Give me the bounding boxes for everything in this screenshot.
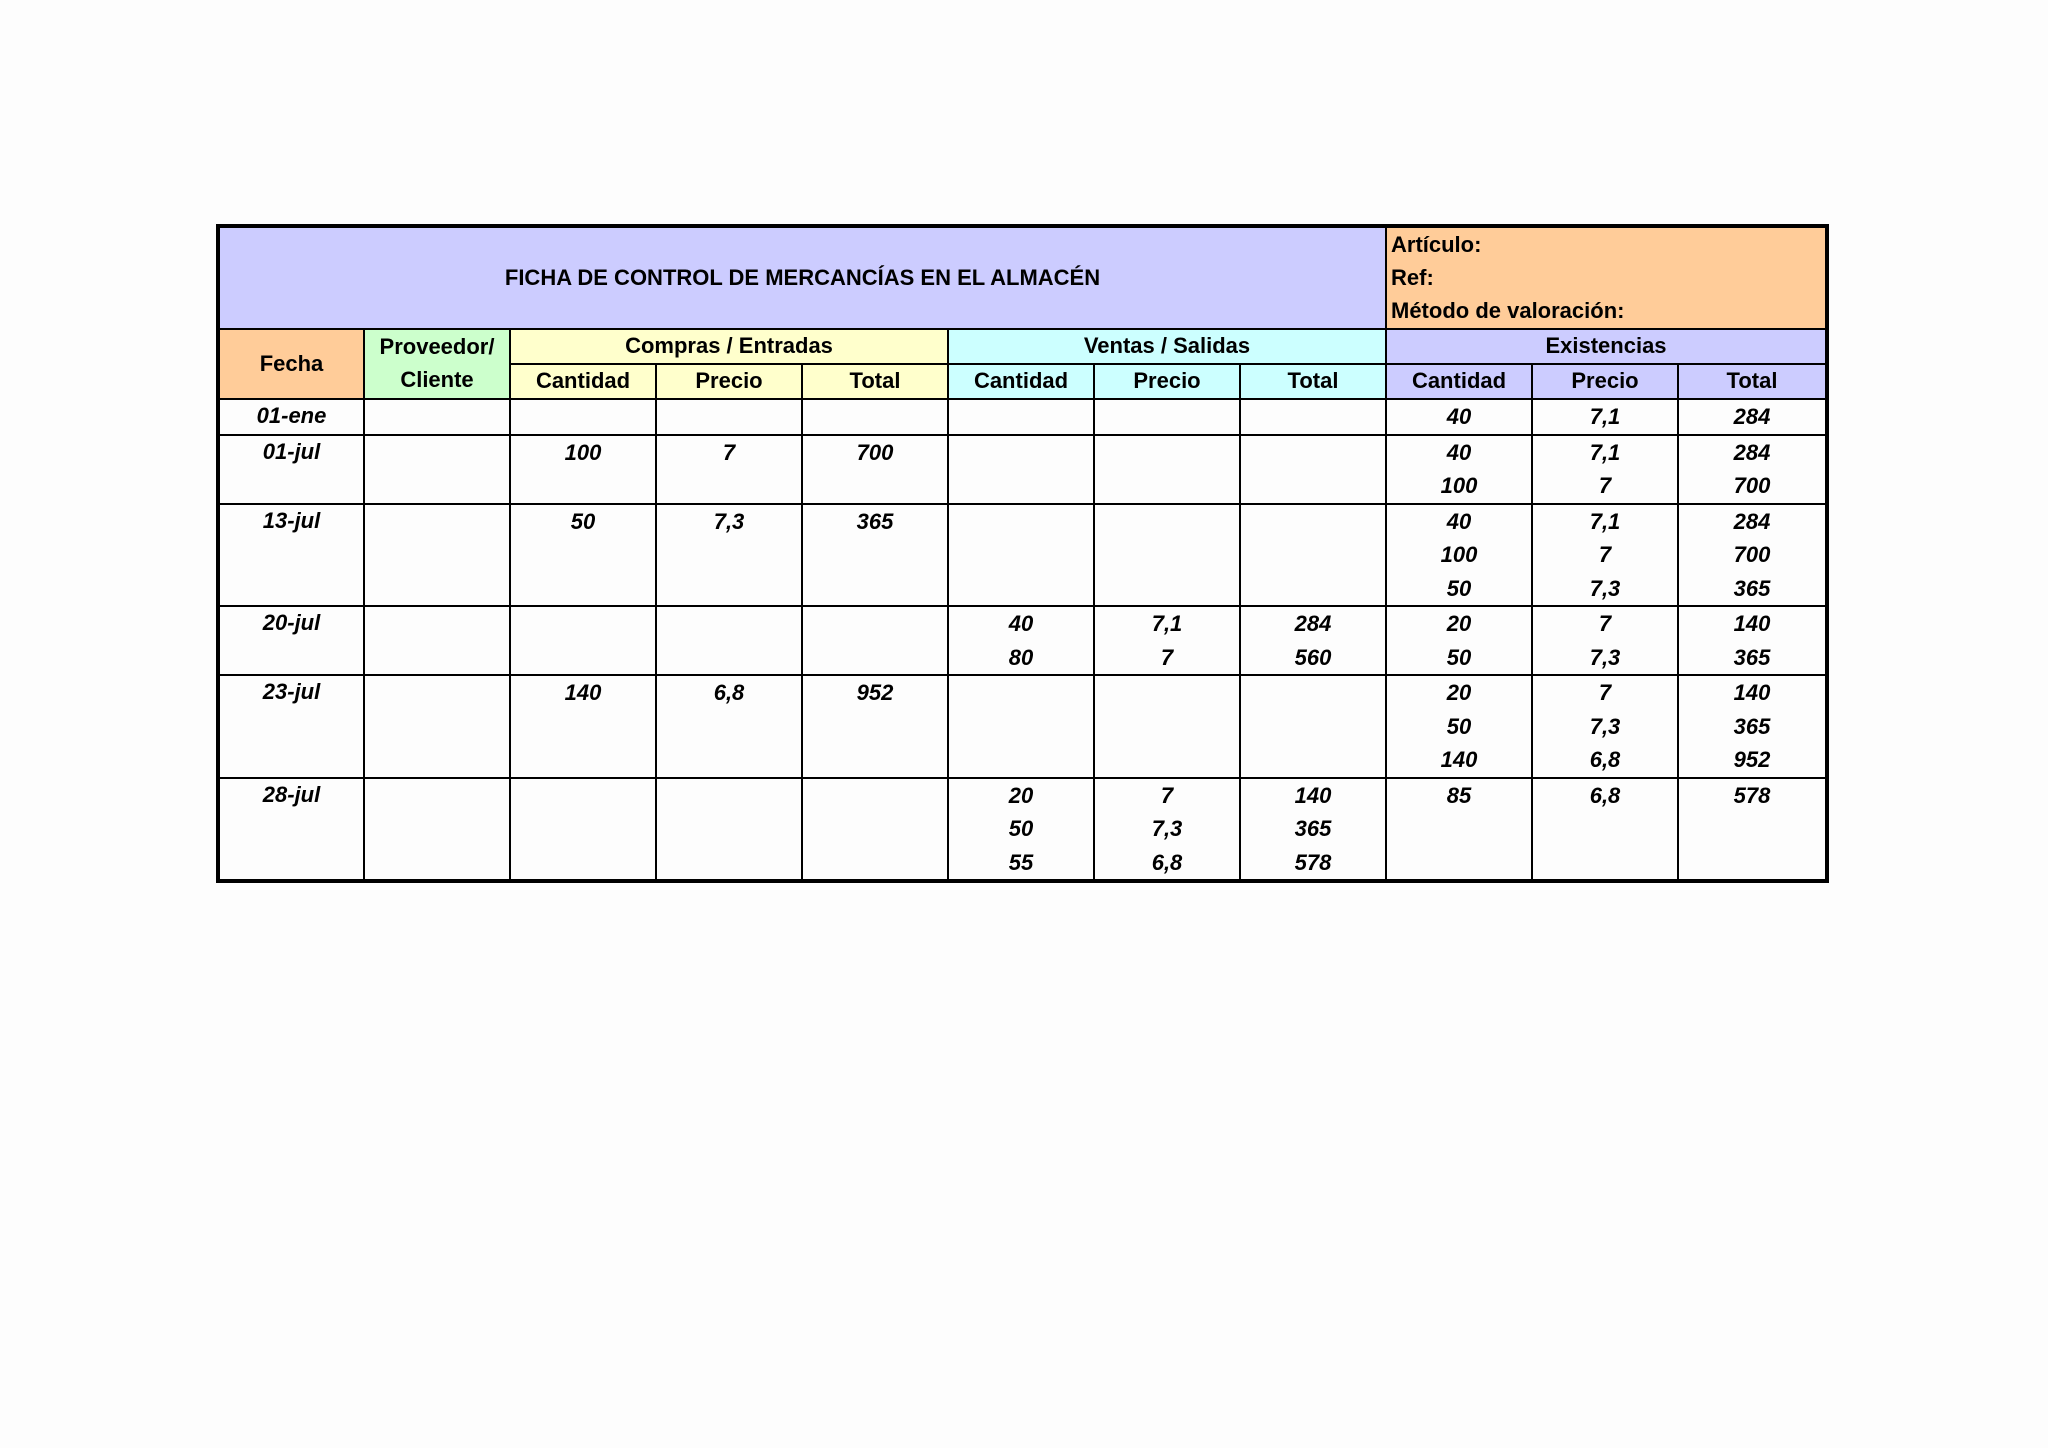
cell-compras-total <box>802 606 948 675</box>
row-date: 01-jul <box>218 435 364 504</box>
cell-value: 7,1 <box>1589 508 1621 534</box>
cell-value: 952 <box>856 680 894 705</box>
cell-value: 50 <box>570 508 596 534</box>
cell-value: 6,8 <box>1589 782 1621 808</box>
cell-ventas-total <box>1240 606 1386 675</box>
cell-value: 100 <box>564 439 602 465</box>
cell-compras-total <box>802 435 948 504</box>
cell-existencias-cantidad <box>1386 778 1532 882</box>
ref-label: Ref: <box>1391 265 1434 290</box>
cell-compras-total <box>802 675 948 778</box>
cell-existencias-total <box>1678 399 1827 435</box>
row-supplier-client <box>364 399 510 435</box>
cell-value: 50 <box>1446 575 1472 601</box>
row-supplier-client <box>364 778 510 882</box>
row-supplier-client <box>364 504 510 607</box>
cell-compras-precio <box>656 504 802 607</box>
header-existencias: Existencias <box>1386 329 1827 364</box>
header-fecha: Fecha <box>218 329 364 399</box>
cell-value: 365 <box>856 508 894 534</box>
cell-value: 7,3 <box>713 508 745 534</box>
cell-value: 700 <box>1733 473 1771 498</box>
cell-value: 7 <box>1598 680 1612 705</box>
cell-value: 7 <box>1598 542 1612 567</box>
cell-ventas-precio <box>1094 606 1240 675</box>
table-row <box>218 778 1827 882</box>
cell-value: 40 <box>1446 508 1472 534</box>
header-compras-precio: Precio <box>656 364 802 399</box>
cell-existencias-cantidad <box>1386 675 1532 778</box>
cell-ventas-cantidad <box>948 399 1094 435</box>
item-info-box <box>1386 226 1827 329</box>
header-ventas: Ventas / Salidas <box>948 329 1386 364</box>
cell-ventas-total <box>1240 435 1386 504</box>
cell-compras-total <box>802 778 948 882</box>
cell-compras-precio <box>656 399 802 435</box>
header-existencias-total: Total <box>1678 364 1827 399</box>
row-supplier-client <box>364 435 510 504</box>
stock-control-card <box>216 224 1829 883</box>
cell-value: 50 <box>1446 644 1472 670</box>
cell-value: 85 <box>1446 782 1472 808</box>
cell-ventas-total <box>1240 675 1386 778</box>
cell-existencias-precio <box>1532 435 1678 504</box>
header-proveedor: Proveedor/ Cliente <box>364 329 510 399</box>
table-row <box>218 504 1827 607</box>
table-row <box>218 675 1827 778</box>
cell-value: 55 <box>1008 849 1034 875</box>
header-compras-cantidad: Cantidad <box>510 364 656 399</box>
cell-value: 100 <box>1440 542 1478 567</box>
cell-value: 50 <box>1446 713 1472 739</box>
cell-value: 284 <box>1294 611 1332 636</box>
cell-compras-cantidad <box>510 504 656 607</box>
cell-value: 7,3 <box>1151 816 1183 841</box>
cell-compras-precio <box>656 606 802 675</box>
cell-existencias-cantidad <box>1386 435 1532 504</box>
table-row <box>218 606 1827 675</box>
cell-ventas-cantidad <box>948 606 1094 675</box>
cell-value: 365 <box>1294 816 1332 841</box>
cell-compras-total <box>802 399 948 435</box>
cell-value: 40 <box>1008 611 1034 636</box>
cell-ventas-total <box>1240 399 1386 435</box>
cell-value: 284 <box>1733 508 1771 534</box>
cell-value: 140 <box>1733 680 1771 705</box>
cell-existencias-precio <box>1532 399 1678 435</box>
cell-ventas-cantidad <box>948 778 1094 882</box>
cell-existencias-total <box>1678 675 1827 778</box>
cell-compras-cantidad <box>510 399 656 435</box>
cell-value: 140 <box>564 680 602 705</box>
cell-value: 284 <box>1733 439 1771 465</box>
row-supplier-client <box>364 606 510 675</box>
cell-value: 20 <box>1446 611 1472 636</box>
cell-value: 7 <box>1160 782 1174 808</box>
cell-value: 20 <box>1446 680 1472 705</box>
cell-ventas-cantidad <box>948 675 1094 778</box>
cell-value: 6,8 <box>1151 849 1183 875</box>
cell-existencias-precio <box>1532 675 1678 778</box>
header-ventas-total: Total <box>1240 364 1386 399</box>
row-date: 28-jul <box>218 778 364 882</box>
cell-value: 7,1 <box>1589 439 1621 465</box>
cell-compras-cantidad <box>510 675 656 778</box>
cell-ventas-precio <box>1094 435 1240 504</box>
cell-value: 140 <box>1294 782 1332 808</box>
valuation-method-label: Método de valoración: <box>1391 298 1625 323</box>
header-ventas-cantidad: Cantidad <box>948 364 1094 399</box>
page-title: FICHA DE CONTROL DE MERCANCÍAS EN EL ALMACÉN <box>218 226 1386 329</box>
cell-compras-precio <box>656 778 802 882</box>
cell-compras-precio <box>656 675 802 778</box>
cell-ventas-precio <box>1094 778 1240 882</box>
cell-existencias-precio <box>1532 778 1678 882</box>
cell-ventas-total <box>1240 504 1386 607</box>
row-date: 13-jul <box>218 504 364 607</box>
cell-existencias-cantidad <box>1386 606 1532 675</box>
cell-existencias-total <box>1678 778 1827 882</box>
cell-value: 578 <box>1294 849 1332 875</box>
cell-value: 7,3 <box>1589 644 1621 670</box>
cell-value: 7 <box>1598 473 1612 498</box>
cell-value: 40 <box>1446 404 1472 429</box>
cell-ventas-precio <box>1094 504 1240 607</box>
header-ventas-precio: Precio <box>1094 364 1240 399</box>
cell-existencias-precio <box>1532 606 1678 675</box>
cell-value: 7,3 <box>1589 575 1621 601</box>
cell-value: 6,8 <box>713 680 745 705</box>
table-row <box>218 435 1827 504</box>
cell-existencias-cantidad <box>1386 504 1532 607</box>
cell-value: 7 <box>722 439 736 465</box>
cell-existencias-total <box>1678 435 1827 504</box>
row-date: 20-jul <box>218 606 364 675</box>
table-row <box>218 399 1827 435</box>
cell-value: 20 <box>1008 782 1034 808</box>
cell-compras-cantidad <box>510 435 656 504</box>
cell-existencias-cantidad <box>1386 399 1532 435</box>
cell-value: 40 <box>1446 439 1472 465</box>
cell-value: 140 <box>1440 747 1478 772</box>
cell-value: 80 <box>1008 644 1034 670</box>
row-date: 01-ene <box>218 399 364 435</box>
header-compras: Compras / Entradas <box>510 329 948 364</box>
cell-value: 7,1 <box>1589 404 1621 429</box>
cell-compras-precio <box>656 435 802 504</box>
cell-ventas-total <box>1240 778 1386 882</box>
cell-value: 365 <box>1733 644 1771 670</box>
article-label: Artículo: <box>1391 232 1482 257</box>
cell-existencias-total <box>1678 606 1827 675</box>
row-date: 23-jul <box>218 675 364 778</box>
header-existencias-precio: Precio <box>1532 364 1678 399</box>
cell-compras-cantidad <box>510 778 656 882</box>
cell-value: 140 <box>1733 611 1771 636</box>
cell-compras-total <box>802 504 948 607</box>
movement-rows <box>218 399 1827 881</box>
cell-value: 560 <box>1294 644 1332 670</box>
cell-value: 7 <box>1160 644 1174 670</box>
cell-value: 50 <box>1008 816 1034 841</box>
cell-value: 284 <box>1733 404 1771 429</box>
cell-value: 578 <box>1733 782 1771 808</box>
cell-ventas-cantidad <box>948 435 1094 504</box>
cell-ventas-precio <box>1094 675 1240 778</box>
cell-value: 365 <box>1733 575 1771 601</box>
cell-value: 700 <box>856 439 894 465</box>
cell-compras-cantidad <box>510 606 656 675</box>
cell-value: 952 <box>1733 747 1771 772</box>
cell-ventas-cantidad <box>948 504 1094 607</box>
cell-value: 7 <box>1598 611 1612 636</box>
cell-ventas-precio <box>1094 399 1240 435</box>
cell-value: 7,3 <box>1589 713 1621 739</box>
cell-value: 100 <box>1440 473 1478 498</box>
cell-value: 6,8 <box>1589 747 1621 772</box>
header-compras-total: Total <box>802 364 948 399</box>
row-supplier-client <box>364 675 510 778</box>
cell-value: 7,1 <box>1151 611 1183 636</box>
cell-existencias-precio <box>1532 504 1678 607</box>
cell-value: 365 <box>1733 713 1771 739</box>
cell-value: 700 <box>1733 542 1771 567</box>
header-existencias-cantidad: Cantidad <box>1386 364 1532 399</box>
cell-existencias-total <box>1678 504 1827 607</box>
